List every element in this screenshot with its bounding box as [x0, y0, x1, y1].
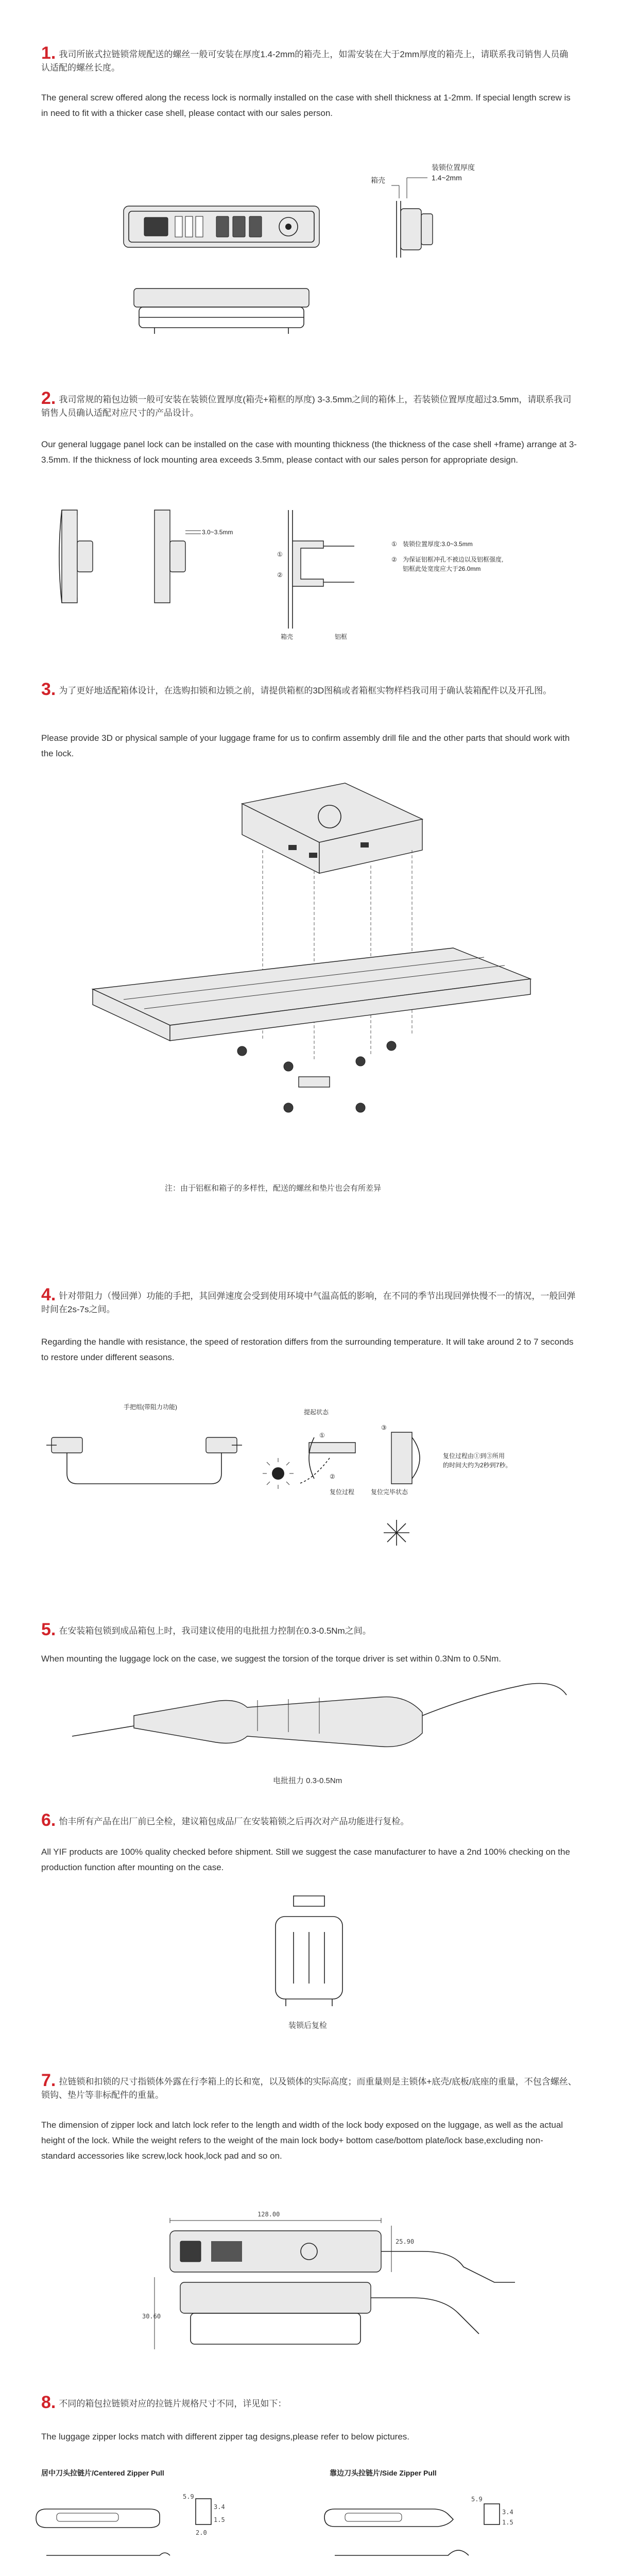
callout-2-diagram: ②: [277, 571, 283, 579]
callout-3-handle: ③: [381, 1424, 387, 1431]
pull1-d4: 2.0: [196, 2529, 207, 2536]
dim-width-label: 25.90: [396, 2238, 415, 2245]
callout-1: ①: [391, 540, 397, 548]
label-time-2: 的时间大约为2秒到7秒。: [443, 1462, 512, 1469]
centered-zipper-pull: [36, 2493, 225, 2555]
section-3-number: 3.: [41, 680, 56, 699]
section-2-en: Our general luggage panel lock can be installed on the case with mounting thickness (the thickness of the case shell +frame) arrange at 3-3.5mm. If the thickness of lock mounting area exceeds 3.5mm, please contact with our sales person for appropriate design.: [41, 439, 577, 465]
section-8-number: 8.: [41, 2393, 56, 2412]
section-5-en: When mounting the luggage lock on the case, we suggest the torsion of the torque driver is set within 0.3Nm to 0.5Nm.: [41, 1654, 501, 1664]
label-lift: 提起状态: [304, 1409, 329, 1416]
section-5-cn: 5. 在安装箱包锁到成品箱包上时，我司建议使用的电批扭力控制在0.3-0.5Nm之间。: [41, 1620, 371, 1639]
section-6-en: All YIF products are 100% quality checked before shipment. Still we suggest the case manufacturer to have a 2nd 100% checking on the production function after mounting on the case.: [41, 1847, 570, 1872]
section-6-number: 6.: [41, 1810, 56, 1830]
label-shell: 箱壳: [371, 176, 385, 184]
section-4-number: 4.: [41, 1285, 56, 1304]
label-reset: 复位完毕状态: [371, 1488, 408, 1496]
callout-2: ②: [391, 556, 397, 563]
label-handle: 手把组(带阻力功能): [124, 1403, 177, 1411]
note-2b: 铝框此处宽度应大于26.0mm: [403, 565, 481, 572]
dim-label-thickness: 3.0~3.5mm: [202, 529, 233, 536]
section-1-en: The general screw offered along the recess lock is normally installed on the case with shell thickness at 1-2mm. If special length screw is in need to fit with a thicker case shell, please contact with our sales person.: [41, 93, 571, 118]
label-time-1: 复位过程由①到③所用: [443, 1452, 505, 1460]
label-thickness-value: 1.4~2mm: [432, 174, 462, 182]
note-2a: 为保证铝框冲孔不被边以及铝框强度,: [403, 556, 504, 563]
pull2-d2: 3.4: [502, 2509, 513, 2516]
label-return: 复位过程: [330, 1488, 355, 1496]
section-3-note: 注：由于铝框和箱子的多样性，配送的螺丝和垫片也会有所差异: [165, 1184, 382, 1193]
pull2-d1: 5.9: [471, 2496, 483, 2503]
label-shell-s2: 箱壳: [281, 633, 294, 640]
section-5-number: 5.: [41, 1620, 56, 1639]
section-4-en: Regarding the handle with resistance, the speed of restoration differs from the surrounding temperature. It will take around 2 to 7 seconds to restore under different seasons.: [41, 1337, 574, 1362]
section-1-cn: 1. 我司所嵌式拉链锁常规配送的螺丝一般可安装在厚度1.4-2mm的箱壳上，如需安装在大于2mm厚度的箱壳上，请联系我司销售人员确认适配的螺丝长度。: [41, 43, 569, 73]
pull-title-centered: 居中刀头拉链片/Centered Zipper Pull: [41, 2469, 164, 2477]
section-7-number: 7.: [41, 2071, 56, 2090]
section-7-en: The dimension of zipper lock and latch lock refer to the length and width of the lock body exposed on the luggage, as well as the actual height of the lock. While the weight refers to the weight of the main lock body+ bottom case/bottom plate/lock base,excluding non-standard accessories like screw,lock hook,lock pad and so on.: [41, 2120, 563, 2161]
callout-1-handle: ①: [319, 1432, 325, 1439]
pull1-d3: 1.5: [214, 2516, 225, 2523]
section-3-en: Please provide 3D or physical sample of your luggage frame for us to confirm assembly drill file and the other parts that should work with the lock.: [41, 733, 570, 758]
dim-length-label: 128.00: [258, 2211, 280, 2218]
section-3-cn: 3. 为了更好地适配箱体设计，在选购扣锁和边锁之前，请提供箱框的3D图稿或者箱框实物样档我司用于确认装箱配件以及开孔图。: [41, 680, 552, 699]
section-4-cn: 4. 针对带阻力（慢回弹）功能的手把，其回弹速度会受到使用环境中气温高低的影响，在不同的季节出现回弹快慢不一的情况，一般回弹时间在2s-7s之间。: [41, 1285, 576, 1314]
section-1-number: 1.: [41, 43, 56, 63]
section-8-en: The luggage zipper locks match with different zipper tag designs,please refer to below pictures.: [41, 2432, 410, 2442]
note-1: 装锁位置厚度:3.0~3.5mm: [403, 540, 473, 548]
section-6-cn: 6. 怡丰所有产品在出厂前已全检，建议箱包成品厂在安装箱锁之后再次对产品功能进行复检。: [41, 1810, 409, 1830]
section-7-cn: 7. 拉链锁和扣锁的尺寸指锁体外露在行李箱上的长和宽，以及锁体的实际高度；而重量则是主锁体+底壳/底板/底座的重量，不包含螺丝、锁钩、垫片等非标配件的重量。: [41, 2071, 577, 2100]
section-8-cn: 8. 不同的箱包拉链锁对应的拉链片规格尺寸不同，详见如下：: [41, 2393, 287, 2412]
callout-1-diagram: ①: [277, 551, 283, 558]
pull-title-side: 靠边刀头拉链片/Side Zipper Pull: [330, 2469, 437, 2477]
label-frame: 铝框: [335, 633, 348, 640]
section-2-number: 2.: [41, 388, 56, 408]
pull1-d2: 3.4: [214, 2503, 225, 2511]
recheck-caption: 装锁后复检: [288, 2021, 328, 2030]
side-zipper-pull: [324, 2496, 513, 2555]
dim-height-label: 30.60: [142, 2313, 161, 2320]
label-thickness: 装锁位置厚度: [432, 163, 475, 172]
section-2-cn: 2. 我司常规的箱包边锁一般可安装在装锁位置厚度(箱壳+箱框的厚度) 3-3.5mm之间的箱体上，若装锁位置厚度超过3.5mm，请联系我司销售人员确认适配对应尺寸的产品设计。: [41, 388, 572, 418]
callout-2-handle: ②: [330, 1473, 335, 1480]
pull2-d3: 1.5: [502, 2519, 513, 2526]
torque-caption: 电批扭力 0.3-0.5Nm: [273, 1776, 342, 1785]
pull1-d1: 5.9: [183, 2493, 194, 2500]
